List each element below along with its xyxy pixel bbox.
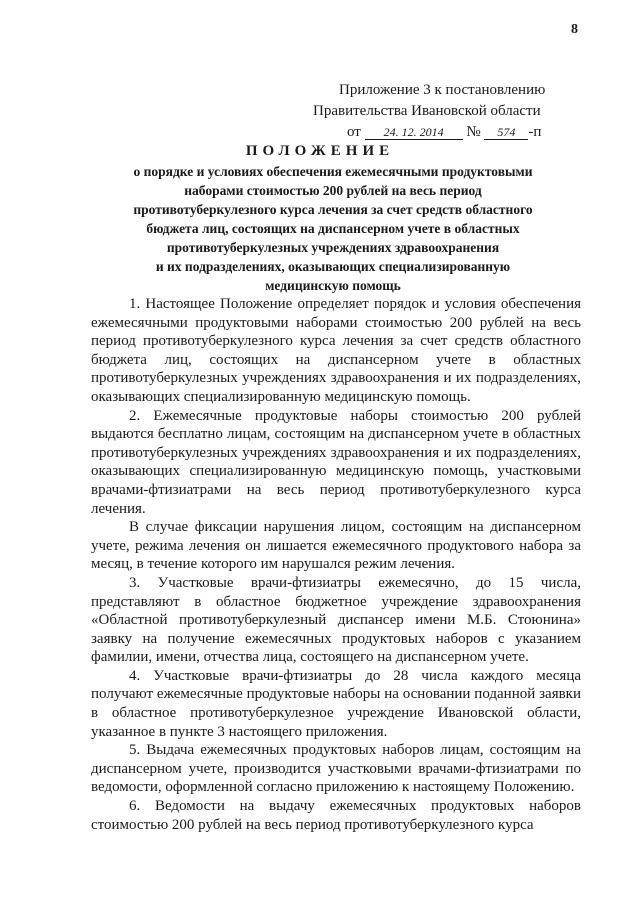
paragraph-2: 2. Ежемесячные продуктовые наборы стоимостью 200 рублей выдаются бесплатно лицам, состоящим на диспансерном учете в областных противотуберкулезных учреждениях здравоохранения и их подразделениях, оказывающих специализированную медицинскую помощь, участковыми врачами-фтизиатрами на весь период противотуберкулезного курса лечения. <box>91 407 581 517</box>
subtitle-line: и их подразделениях, оказывающих специализированную <box>155 259 511 274</box>
paragraph-6: 6. Ведомости на выдачу ежемесячных продуктовых наборов стоимостью 200 рублей на весь период противотуберкулезного курса <box>91 798 581 833</box>
paragraph-5: 5. Выдача ежемесячных продуктовых наборов лицам, состоящим на диспансерном учете, производится участковыми врачами-фтизиатрами по ведомости, оформленной согласно приложению к настоящему Положению. <box>91 742 581 796</box>
subtitle-line: медицинскую помощь <box>265 278 401 293</box>
handwritten-date: 24. 12. 2014 <box>365 125 463 140</box>
from-label: от <box>347 124 361 140</box>
appendix-line-2: Правительства Ивановской области <box>313 103 541 119</box>
appendix-header <box>300 80 580 143</box>
handwritten-number: 574 <box>484 125 528 140</box>
subtitle-line: о порядке и условиях обеспечения ежемесячными продуктовыми <box>133 164 533 179</box>
subtitle-line: наборами стоимостью 200 рублей на весь период <box>184 183 482 198</box>
document-title: ПОЛОЖЕНИЕ <box>245 143 395 159</box>
paragraph-4: 4. Участковые врачи-фтизиатры до 28 числа каждого месяца получают ежемесячные продуктовые наборы на основании поданной заявки в областное противотуберкулезное учреждение Ивановской области, указанное в пункте 3 настоящего приложения. <box>91 667 581 740</box>
appendix-line-1: Приложение 3 к постановлению <box>339 82 546 98</box>
paragraph-1: 1. Настоящее Положение определяет порядок и условия обеспечения ежемесячными продуктовыми наборами стоимостью 200 рублей на весь период противотуберкулезного курса лечения за счет средств областного бюджета лиц, состоящих на диспансерном учете в областных противотуберкулезных учреждениях здравоохранения и их подразделениях, оказывающих специализированную медицинскую помощь. <box>91 296 581 405</box>
paragraph-3: 3. Участковые врачи-фтизиатры ежемесячно, до 15 числа, представляют в областное бюджетное учреждение здравоохранения «Областной противотуберкулезный диспансер имени М.Б. Стоюнина» заявку на получение ежемесячных продуктовых наборов с указанием фамилии, имени, отчества лица, состоящего на диспансерном учете. <box>91 574 581 666</box>
appendix-date-number-line <box>300 122 580 143</box>
paragraph-2-note: В случае фиксации нарушения лицом, состоящим на диспансерном учете, режима лечения он лишается ежемесячного продуктового набора за месяц, в течение которого им нарушался режим лечения. <box>91 519 581 573</box>
number-label: № <box>466 124 481 140</box>
document-subtitle <box>90 162 576 295</box>
document-body <box>91 295 581 834</box>
page-number: 8 <box>571 22 578 37</box>
subtitle-line: бюджета лиц, состоящих на диспансерном учете в областных <box>146 221 520 236</box>
number-suffix: -п <box>528 124 542 140</box>
subtitle-line: противотуберкулезного курса лечения за счет средств областного <box>133 202 533 217</box>
subtitle-line: противотуберкулезных учреждениях здравоохранения <box>166 240 500 255</box>
